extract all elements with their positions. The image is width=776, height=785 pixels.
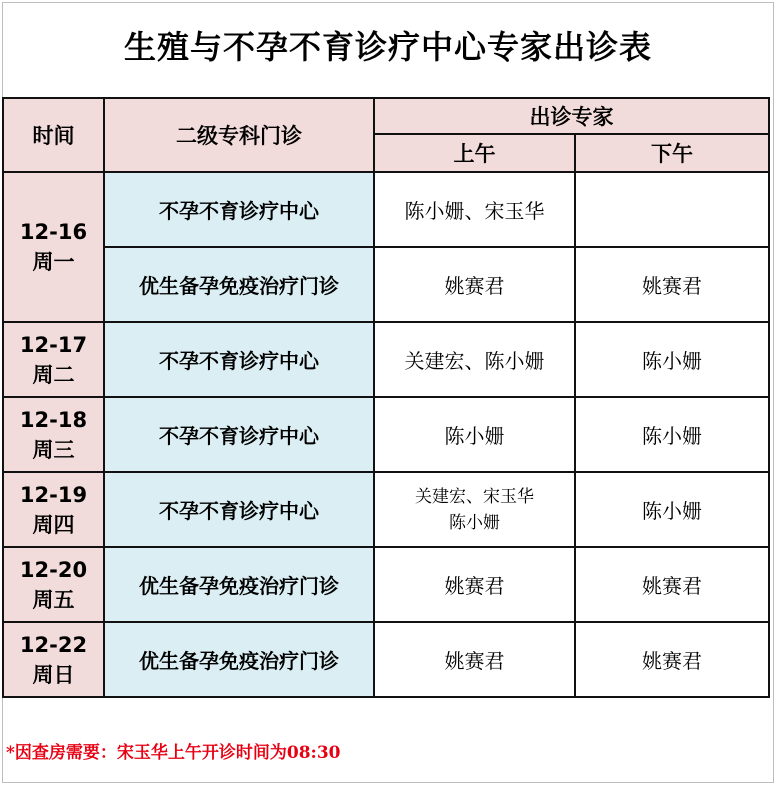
day-weekday: 周日 [32,662,75,687]
morning-expert: 姚赛君 [374,247,575,322]
morning-expert-line2: 陈小姗 [449,512,500,533]
header-time: 时间 [3,98,104,172]
afternoon-expert: 姚赛君 [575,622,769,697]
day-date: 12-19 [19,482,88,507]
day-cell [3,472,104,547]
morning-expert: 陈小姗 [374,397,575,472]
footnote: *因查房需要：宋玉华上午开诊时间为08:30 [6,743,341,763]
day-date: 12-22 [19,632,88,657]
table-row [3,547,769,622]
schedule-table [2,97,770,698]
dept-cell: 优生备孕免疫治疗门诊 [104,622,374,697]
header-afternoon: 下午 [575,134,769,172]
day-weekday: 周四 [32,512,75,537]
morning-expert: 陈小姗、宋玉华 [374,172,575,247]
dept-cell: 不孕不育诊疗中心 [104,397,374,472]
table-row [3,172,769,247]
day-date: 12-17 [19,332,88,357]
table-row [3,622,769,697]
table-row [3,472,769,547]
day-cell [3,322,104,397]
dept-cell: 优生备孕免疫治疗门诊 [104,247,374,322]
morning-expert: 关建宏、陈小姗 [374,322,575,397]
day-cell [3,397,104,472]
afternoon-expert: 陈小姗 [575,397,769,472]
day-cell [3,172,104,322]
dept-cell: 不孕不育诊疗中心 [104,172,374,247]
dept-cell: 优生备孕免疫治疗门诊 [104,547,374,622]
day-date: 12-16 [19,220,88,244]
afternoon-expert: 陈小姗 [575,472,769,547]
table-row [3,397,769,472]
header-dept: 二级专科门诊 [104,98,374,172]
day-weekday: 周二 [32,362,75,387]
afternoon-expert: 姚赛君 [575,547,769,622]
page-title: 生殖与不孕不育诊疗中心专家出诊表 [123,28,652,66]
day-weekday: 周三 [32,437,75,462]
day-weekday: 周一 [32,250,75,274]
morning-expert [374,472,575,547]
day-weekday: 周五 [32,587,75,612]
dept-cell: 不孕不育诊疗中心 [104,322,374,397]
afternoon-expert: 姚赛君 [575,247,769,322]
table-row [3,322,769,397]
morning-expert-line1: 关建宏、宋玉华 [415,486,534,507]
day-cell [3,622,104,697]
afternoon-expert: 陈小姗 [575,322,769,397]
dept-cell: 不孕不育诊疗中心 [104,472,374,547]
header-morning: 上午 [374,134,575,172]
day-cell [3,547,104,622]
day-date: 12-20 [19,557,88,582]
morning-expert: 姚赛君 [374,547,575,622]
morning-expert: 姚赛君 [374,622,575,697]
afternoon-expert [575,172,769,247]
table-row [3,247,769,322]
day-date: 12-18 [19,407,88,432]
header-experts: 出诊专家 [374,98,769,134]
